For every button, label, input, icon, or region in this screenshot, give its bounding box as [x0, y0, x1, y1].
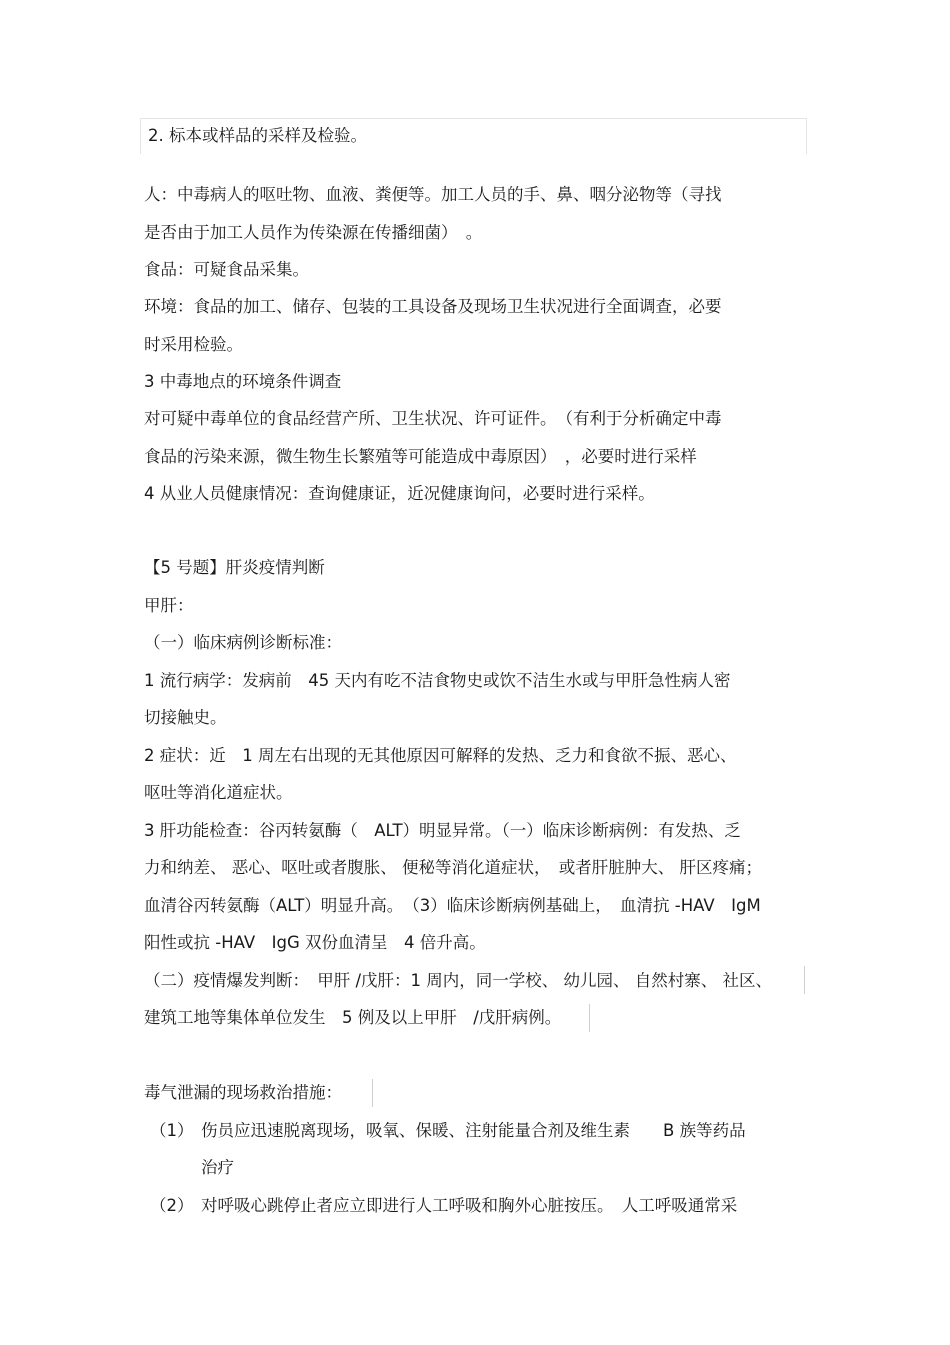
text-line: 3 中毒地点的环境条件调查: [144, 372, 342, 391]
text-divider: [589, 1004, 590, 1032]
text-line: （二）疫情爆发判断： 甲肝 /戊肝：1 周内，同一学校、 幼儿园、 自然村寨、 社区、: [144, 971, 773, 990]
section-heading: 2. 标本或样品的采样及检验。: [148, 126, 367, 145]
text-line: 呕吐等消化道症状。: [144, 783, 293, 802]
list-item: 治疗: [201, 1158, 234, 1177]
section-heading-box: [140, 118, 807, 154]
list-number: （2）: [150, 1196, 194, 1215]
text-line: 3 肝功能检查：谷丙转氨酶（ ALT）明显异常。（一）临床诊断病例：有发热、乏: [144, 821, 741, 840]
text-line: 4 从业人员健康情况：查询健康证，近况健康询问，必要时进行采样。: [144, 484, 655, 503]
question-heading: 【5 号题】肝炎疫情判断: [144, 558, 325, 577]
text-line: 时采用检验。: [144, 335, 243, 354]
list-item: 伤员应迅速脱离现场，吸氧、保暖、注射能量合剂及维生素 B 族等药品: [201, 1121, 746, 1140]
text-line: 2 症状：近 1 周左右出现的无其他原因可解释的发热、乏力和食欲不振、恶心、: [144, 746, 737, 765]
text-line: 血清谷丙转氨酶（ALT）明显升高。 （3）临床诊断病例基础上， 血清抗 -HAV IgM: [144, 896, 761, 915]
text-line: 人：中毒病人的呕吐物、血液、粪便等。加工人员的手、鼻、咽分泌物等（寻找: [144, 185, 722, 204]
text-line: 建筑工地等集体单位发生 5 例及以上甲肝 /戊肝病例。: [144, 1008, 562, 1027]
text-line: 对可疑中毒单位的食品经营产所、卫生状况、许可证件。 （有利于分析确定中毒: [144, 409, 722, 428]
text-line: 力和纳差、 恶心、呕吐或者腹胀、 便秘等消化道症状， 或者肝脏肿大、 肝区疼痛；: [144, 858, 762, 877]
text-line: 是否由于加工人员作为传染源在传播细菌） 。: [144, 223, 483, 242]
text-line: 1 流行病学：发病前 45 天内有吃不洁食物史或饮不洁生水或与甲肝急性病人密: [144, 671, 731, 690]
text-line: 毒气泄漏的现场救治措施：: [144, 1083, 342, 1102]
list-number: （1）: [150, 1121, 194, 1140]
text-divider: [372, 1079, 373, 1107]
text-divider: [804, 966, 805, 994]
text-line: 切接触史。: [144, 708, 227, 727]
text-line: 食品：可疑食品采集。: [144, 260, 309, 279]
text-line: （一）临床病例诊断标准：: [144, 633, 342, 652]
text-line: 环境：食品的加工、储存、包装的工具设备及现场卫生状况进行全面调查，必要: [144, 297, 722, 316]
text-line: 甲肝：: [144, 596, 194, 615]
text-line: 食品的污染来源，微生物生长繁殖等可能造成中毒原因） ，必要时进行采样: [144, 447, 697, 466]
list-item: 对呼吸心跳停止者应立即进行人工呼吸和胸外心脏按压。 人工呼吸通常采: [201, 1196, 738, 1215]
text-line: 阳性或抗 -HAV IgG 双份血清呈 4 倍升高。: [144, 933, 486, 952]
